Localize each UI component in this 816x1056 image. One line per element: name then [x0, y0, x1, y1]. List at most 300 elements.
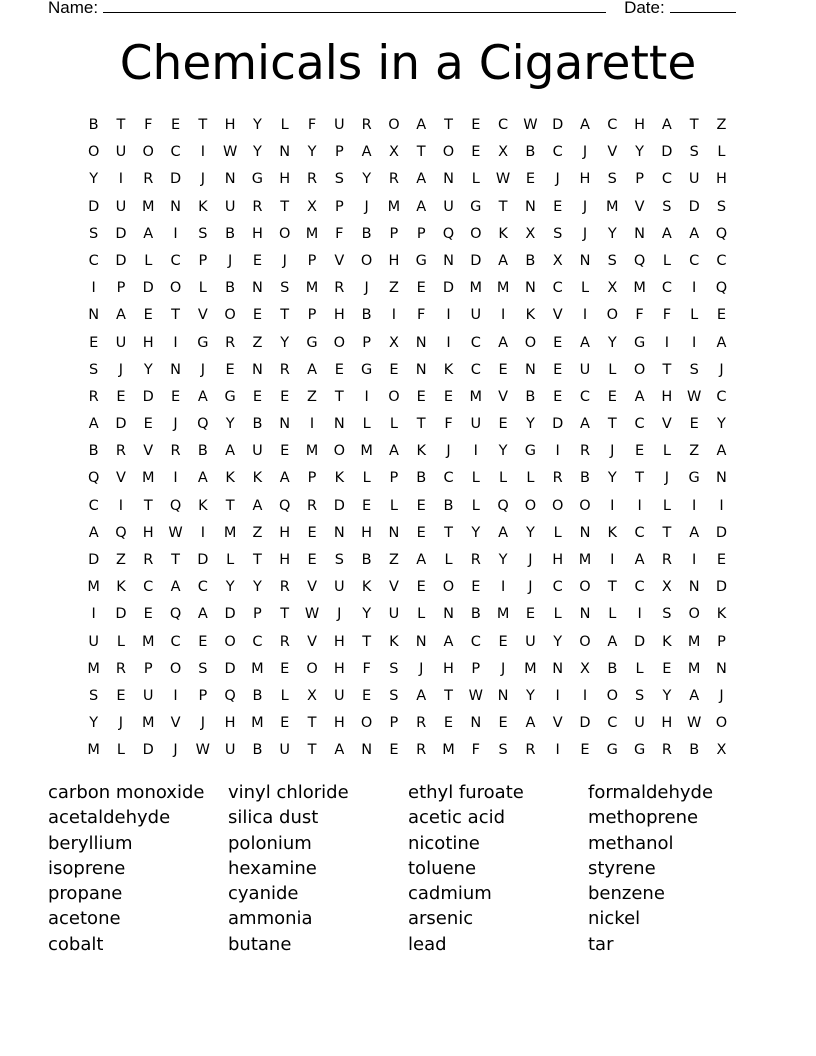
- grid-letter: H: [333, 660, 345, 677]
- grid-letter: H: [579, 171, 591, 188]
- grid-letter: T: [307, 742, 317, 759]
- grid-letter: O: [442, 144, 455, 161]
- grid-letter: D: [115, 225, 127, 242]
- grid-letter: Q: [224, 687, 236, 704]
- grid-letter: R: [525, 742, 536, 759]
- grid-letter: A: [143, 225, 154, 242]
- grid-letter: V: [498, 388, 509, 405]
- grid-letter: O: [715, 715, 728, 732]
- grid-letter: P: [362, 334, 371, 351]
- grid-letter: Z: [388, 280, 399, 297]
- grid-letter: K: [116, 579, 126, 596]
- grid-letter: T: [280, 198, 290, 215]
- grid-letter: C: [552, 280, 563, 297]
- word-list-item: cobalt: [48, 933, 104, 955]
- grid-letter: B: [580, 470, 590, 487]
- grid-letter: R: [306, 497, 318, 514]
- grid-letter: K: [389, 633, 399, 650]
- grid-letter: X: [388, 334, 399, 351]
- grid-letter: D: [688, 198, 700, 215]
- grid-letter: N: [579, 524, 591, 541]
- grid-letter: C: [443, 470, 454, 487]
- grid-letter: A: [498, 524, 509, 541]
- grid-letter: E: [225, 361, 235, 378]
- grid-letter: T: [116, 117, 126, 133]
- grid-letter: F: [307, 117, 317, 133]
- header-line: [48, 0, 748, 19]
- grid-letter: K: [607, 524, 618, 541]
- grid-letter: O: [579, 633, 591, 650]
- grid-letter: O: [688, 606, 700, 623]
- grid-letter: L: [608, 361, 617, 378]
- grid-letter: J: [528, 579, 533, 596]
- grid-letter: O: [333, 443, 346, 460]
- grid-letter: H: [279, 552, 291, 568]
- grid-letter: I: [309, 416, 315, 433]
- grid-letter: E: [525, 171, 535, 188]
- grid-letter: D: [470, 252, 482, 269]
- grid-letter: Q: [169, 497, 182, 514]
- grid-letter: O: [169, 280, 182, 297]
- grid-letter: R: [552, 470, 563, 487]
- grid-letter: Y: [253, 117, 262, 133]
- grid-letter: I: [500, 579, 506, 596]
- grid-letter: Q: [279, 497, 291, 514]
- grid-letter: U: [279, 742, 291, 759]
- grid-letter: B: [443, 497, 454, 514]
- grid-letter: S: [553, 225, 563, 242]
- grid-letter: H: [224, 715, 236, 732]
- grid-letter: Y: [607, 470, 617, 487]
- grid-letter: A: [634, 388, 645, 405]
- grid-letter: V: [115, 470, 126, 487]
- grid-letter: A: [716, 443, 727, 460]
- grid-letter: M: [141, 198, 155, 215]
- grid-letter: J: [555, 171, 560, 188]
- grid-letter: E: [280, 715, 290, 732]
- grid-letter: D: [715, 579, 728, 596]
- grid-letter: T: [334, 388, 344, 405]
- grid-letter: E: [525, 606, 535, 623]
- grid-letter: A: [716, 334, 727, 351]
- grid-letter: C: [470, 633, 481, 650]
- grid-letter: O: [142, 144, 154, 161]
- grid-letter: N: [279, 144, 291, 161]
- word-list-item: carbon monoxide: [48, 782, 205, 803]
- grid-letter: E: [553, 198, 563, 215]
- grid-letter: G: [197, 334, 209, 351]
- grid-letter: S: [389, 687, 399, 704]
- grid-letter: I: [692, 334, 697, 351]
- grid-letter: S: [334, 171, 344, 188]
- grid-letter: N: [716, 470, 727, 487]
- grid-letter: S: [607, 252, 617, 269]
- grid-letter: N: [333, 524, 345, 541]
- grid-letter: R: [361, 117, 372, 133]
- grid-letter: K: [525, 307, 536, 324]
- grid-letter: H: [443, 660, 454, 677]
- grid-letter: M: [305, 225, 319, 242]
- grid-letter: W: [687, 388, 702, 405]
- grid-letter: N: [388, 524, 400, 541]
- grid-letter: L: [553, 524, 562, 541]
- grid-letter: D: [224, 606, 236, 623]
- grid-letter: M: [578, 552, 592, 568]
- grid-letter: X: [307, 198, 317, 215]
- grid-letter: H: [361, 524, 373, 541]
- grid-letter: Q: [87, 470, 100, 487]
- grid-letter: M: [687, 633, 701, 650]
- grid-letter: U: [224, 198, 236, 215]
- grid-letter: T: [171, 307, 180, 324]
- grid-letter: J: [446, 443, 451, 460]
- grid-letter: B: [416, 470, 427, 487]
- grid-letter: S: [198, 660, 208, 677]
- grid-letter: L: [389, 416, 398, 433]
- grid-letter: I: [118, 171, 124, 188]
- grid-letter: N: [552, 660, 564, 677]
- grid-letter: M: [87, 579, 100, 596]
- grid-letter: G: [633, 742, 646, 759]
- grid-letter: A: [580, 117, 590, 133]
- grid-letter: P: [307, 307, 317, 324]
- grid-letter: G: [606, 742, 618, 759]
- grid-letter: Y: [717, 416, 726, 433]
- grid-letter: A: [607, 633, 618, 650]
- grid-letter: L: [662, 497, 671, 514]
- grid-letter: I: [500, 307, 506, 324]
- grid-letter: L: [662, 443, 671, 460]
- grid-letter: Y: [143, 361, 153, 378]
- grid-letter: J: [364, 280, 369, 297]
- grid-letter: P: [389, 715, 399, 732]
- grid-letter: L: [280, 117, 289, 133]
- grid-letter: B: [525, 388, 536, 405]
- grid-letter: M: [606, 198, 619, 215]
- grid-letter: A: [115, 307, 126, 324]
- grid-letter: Z: [252, 334, 263, 351]
- grid-letter: J: [364, 198, 369, 215]
- grid-letter: D: [88, 552, 100, 568]
- grid-letter: L: [471, 171, 480, 188]
- grid-letter: E: [689, 416, 699, 433]
- grid-letter: L: [608, 606, 617, 623]
- grid-letter: U: [388, 606, 400, 623]
- grid-letter: Y: [280, 334, 290, 351]
- word-list-item: lead: [408, 933, 447, 955]
- grid-letter: U: [334, 687, 345, 704]
- grid-letter: W: [304, 606, 320, 623]
- grid-letter: N: [443, 252, 454, 269]
- grid-letter: X: [498, 144, 509, 161]
- grid-letter: O: [606, 687, 618, 704]
- grid-letter: Y: [607, 334, 617, 351]
- grid-letter: S: [662, 198, 672, 215]
- grid-letter: V: [388, 579, 399, 596]
- grid-letter: N: [443, 606, 454, 623]
- grid-letter: H: [333, 715, 345, 732]
- grid-letter: T: [280, 307, 290, 324]
- grid-letter: J: [227, 252, 233, 269]
- grid-letter: E: [143, 307, 153, 324]
- grid-letter: O: [360, 715, 373, 732]
- grid-letter: E: [170, 117, 181, 133]
- grid-letter: J: [200, 715, 205, 732]
- grid-letter: T: [662, 361, 672, 378]
- grid-letter: J: [173, 416, 178, 433]
- name-label: Name:: [48, 0, 99, 17]
- grid-letter: N: [524, 280, 536, 297]
- grid-letter: P: [116, 280, 126, 297]
- grid-letter: Q: [442, 225, 455, 242]
- grid-letter: U: [334, 579, 345, 596]
- grid-letter: E: [498, 715, 508, 732]
- grid-letter: R: [225, 334, 236, 351]
- grid-letter: K: [334, 470, 345, 487]
- grid-letter: L: [471, 497, 480, 514]
- grid-letter: V: [170, 715, 181, 732]
- grid-letter: R: [416, 742, 427, 759]
- grid-letter: X: [716, 742, 727, 759]
- grid-letter: H: [279, 524, 291, 541]
- letter-grid: [80, 112, 736, 765]
- grid-letter: Y: [253, 579, 262, 596]
- grid-letter: L: [471, 470, 480, 487]
- grid-letter: A: [416, 687, 427, 704]
- grid-letter: A: [88, 524, 99, 541]
- word-list-item: propane: [48, 883, 123, 905]
- grid-letter: Y: [525, 524, 535, 541]
- grid-letter: C: [607, 117, 618, 133]
- grid-letter: A: [388, 443, 399, 460]
- word-list: [48, 780, 768, 957]
- grid-letter: R: [279, 361, 290, 378]
- grid-letter: B: [525, 144, 536, 161]
- grid-letter: G: [224, 388, 236, 405]
- name-blank-line[interactable]: [103, 0, 606, 13]
- grid-letter: N: [497, 687, 509, 704]
- grid-letter: O: [524, 334, 537, 351]
- grid-letter: Y: [362, 171, 372, 188]
- grid-letter: T: [444, 687, 453, 704]
- grid-letter: Y: [225, 416, 235, 433]
- grid-letter: N: [224, 171, 236, 188]
- word-list-item: butane: [228, 933, 292, 955]
- grid-letter: M: [387, 198, 401, 215]
- grid-letter: B: [689, 742, 700, 759]
- date-blank-line[interactable]: [670, 0, 736, 13]
- grid-letter: L: [635, 660, 644, 677]
- grid-letter: Y: [471, 524, 481, 541]
- word-list-item: styrene: [588, 857, 656, 879]
- grid-letter: C: [552, 144, 563, 161]
- grid-letter: G: [360, 361, 373, 378]
- grid-letter: P: [307, 470, 317, 487]
- grid-letter: F: [471, 742, 480, 759]
- grid-letter: R: [388, 171, 399, 188]
- grid-letter: U: [88, 633, 99, 650]
- grid-letter: A: [170, 579, 181, 596]
- grid-letter: E: [280, 443, 290, 460]
- grid-letter: J: [582, 225, 588, 242]
- grid-letter: N: [443, 171, 454, 188]
- word-list-item: benzene: [588, 883, 665, 905]
- grid-letter: Y: [635, 144, 645, 161]
- grid-letter: L: [417, 606, 426, 623]
- grid-letter: N: [252, 280, 263, 297]
- grid-letter: D: [115, 416, 127, 433]
- grid-letter: Y: [307, 144, 317, 161]
- grid-letter: I: [582, 687, 588, 704]
- grid-letter: E: [498, 416, 508, 433]
- grid-letter: M: [141, 633, 155, 650]
- grid-letter: W: [495, 171, 511, 188]
- grid-letter: F: [362, 660, 371, 677]
- grid-letter: I: [692, 280, 697, 297]
- grid-letter: V: [334, 252, 345, 269]
- grid-letter: N: [170, 198, 181, 215]
- grid-letter: B: [197, 443, 208, 460]
- grid-letter: I: [582, 307, 588, 324]
- grid-letter: C: [252, 633, 263, 650]
- grid-letter: K: [198, 497, 208, 514]
- grid-letter: R: [143, 552, 154, 568]
- grid-letter: E: [252, 252, 263, 269]
- grid-letter: E: [471, 144, 481, 161]
- grid-letter: S: [389, 660, 399, 677]
- grid-letter: C: [88, 497, 99, 514]
- grid-letter: H: [661, 715, 673, 732]
- grid-letter: U: [115, 334, 127, 351]
- grid-letter: M: [87, 742, 100, 759]
- grid-letter: L: [226, 552, 235, 568]
- grid-letter: D: [115, 606, 127, 623]
- grid-letter: L: [362, 416, 371, 433]
- grid-letter: G: [415, 252, 427, 269]
- grid-letter: P: [253, 606, 262, 623]
- grid-letter: Y: [553, 633, 563, 650]
- grid-letter: R: [279, 633, 290, 650]
- grid-letter: D: [715, 524, 728, 541]
- grid-letter: O: [470, 225, 482, 242]
- grid-letter: N: [361, 742, 373, 759]
- grid-letter: E: [635, 443, 645, 460]
- grid-letter: O: [606, 307, 618, 324]
- grid-letter: N: [716, 660, 727, 677]
- grid-letter: J: [664, 470, 670, 487]
- grid-letter: C: [170, 252, 181, 269]
- grid-letter: R: [306, 171, 318, 188]
- grid-letter: L: [662, 252, 671, 269]
- grid-letter: K: [361, 579, 372, 596]
- grid-letter: M: [251, 660, 264, 677]
- grid-letter: J: [200, 361, 205, 378]
- grid-letter: B: [470, 606, 481, 623]
- word-list-item: acetaldehyde: [48, 807, 171, 829]
- grid-letter: E: [389, 742, 399, 759]
- grid-letter: Q: [115, 524, 127, 541]
- grid-letter: H: [634, 117, 646, 133]
- grid-letter: I: [446, 307, 451, 324]
- grid-letter: G: [470, 198, 482, 215]
- grid-letter: X: [388, 144, 399, 161]
- grid-letter: D: [634, 633, 646, 650]
- grid-letter: O: [333, 334, 346, 351]
- grid-letter: H: [142, 524, 154, 541]
- grid-letter: N: [524, 361, 536, 378]
- grid-letter: P: [635, 171, 644, 188]
- grid-letter: E: [280, 660, 290, 677]
- grid-letter: T: [607, 579, 617, 596]
- grid-letter: K: [198, 198, 208, 215]
- grid-letter: B: [252, 416, 263, 433]
- grid-letter: L: [553, 606, 562, 623]
- grid-letter: O: [224, 633, 236, 650]
- grid-letter: A: [334, 742, 345, 759]
- grid-letter: Z: [388, 552, 399, 568]
- grid-letter: T: [607, 416, 617, 433]
- grid-letter: I: [719, 497, 724, 514]
- grid-letter: J: [282, 252, 287, 269]
- grid-letter: E: [143, 416, 153, 433]
- grid-letter: C: [579, 388, 591, 405]
- grid-letter: L: [690, 307, 699, 324]
- grid-letter: O: [388, 388, 400, 405]
- grid-letter: W: [523, 117, 538, 133]
- grid-letter: U: [142, 687, 154, 704]
- grid-letter: C: [661, 171, 672, 188]
- grid-letter: L: [444, 552, 453, 568]
- grid-letter: D: [197, 552, 209, 568]
- grid-letter: V: [307, 633, 317, 650]
- grid-letter: U: [470, 416, 482, 433]
- grid-letter: F: [335, 225, 344, 242]
- grid-letter: Y: [498, 443, 508, 460]
- grid-letter: L: [280, 687, 289, 704]
- grid-letter: E: [307, 524, 317, 541]
- grid-letter: T: [689, 117, 699, 133]
- grid-letter: E: [252, 388, 263, 405]
- grid-letter: S: [716, 198, 727, 215]
- grid-letter: M: [633, 280, 646, 297]
- grid-letter: E: [662, 660, 672, 677]
- grid-letter: E: [143, 606, 153, 623]
- grid-letter: U: [252, 443, 263, 460]
- grid-letter: C: [634, 416, 645, 433]
- grid-letter: B: [361, 552, 372, 568]
- grid-letter: O: [388, 117, 400, 133]
- grid-letter: I: [173, 225, 178, 242]
- grid-letter: W: [468, 687, 483, 704]
- grid-letter: H: [388, 252, 400, 269]
- grid-letter: R: [661, 742, 672, 759]
- grid-letter: S: [89, 361, 99, 378]
- grid-letter: K: [498, 225, 508, 242]
- grid-letter: Q: [715, 225, 728, 242]
- grid-letter: H: [251, 225, 263, 242]
- grid-letter: A: [225, 443, 236, 460]
- word-list-item: formaldehyde: [588, 782, 714, 803]
- grid-letter: I: [446, 334, 451, 351]
- grid-letter: Q: [715, 280, 728, 297]
- grid-letter: D: [661, 144, 673, 161]
- grid-letter: M: [496, 280, 510, 297]
- grid-letter: X: [661, 579, 672, 596]
- grid-letter: E: [307, 552, 317, 568]
- grid-letter: C: [143, 579, 154, 596]
- grid-letter: R: [470, 552, 481, 568]
- grid-letter: T: [444, 524, 453, 541]
